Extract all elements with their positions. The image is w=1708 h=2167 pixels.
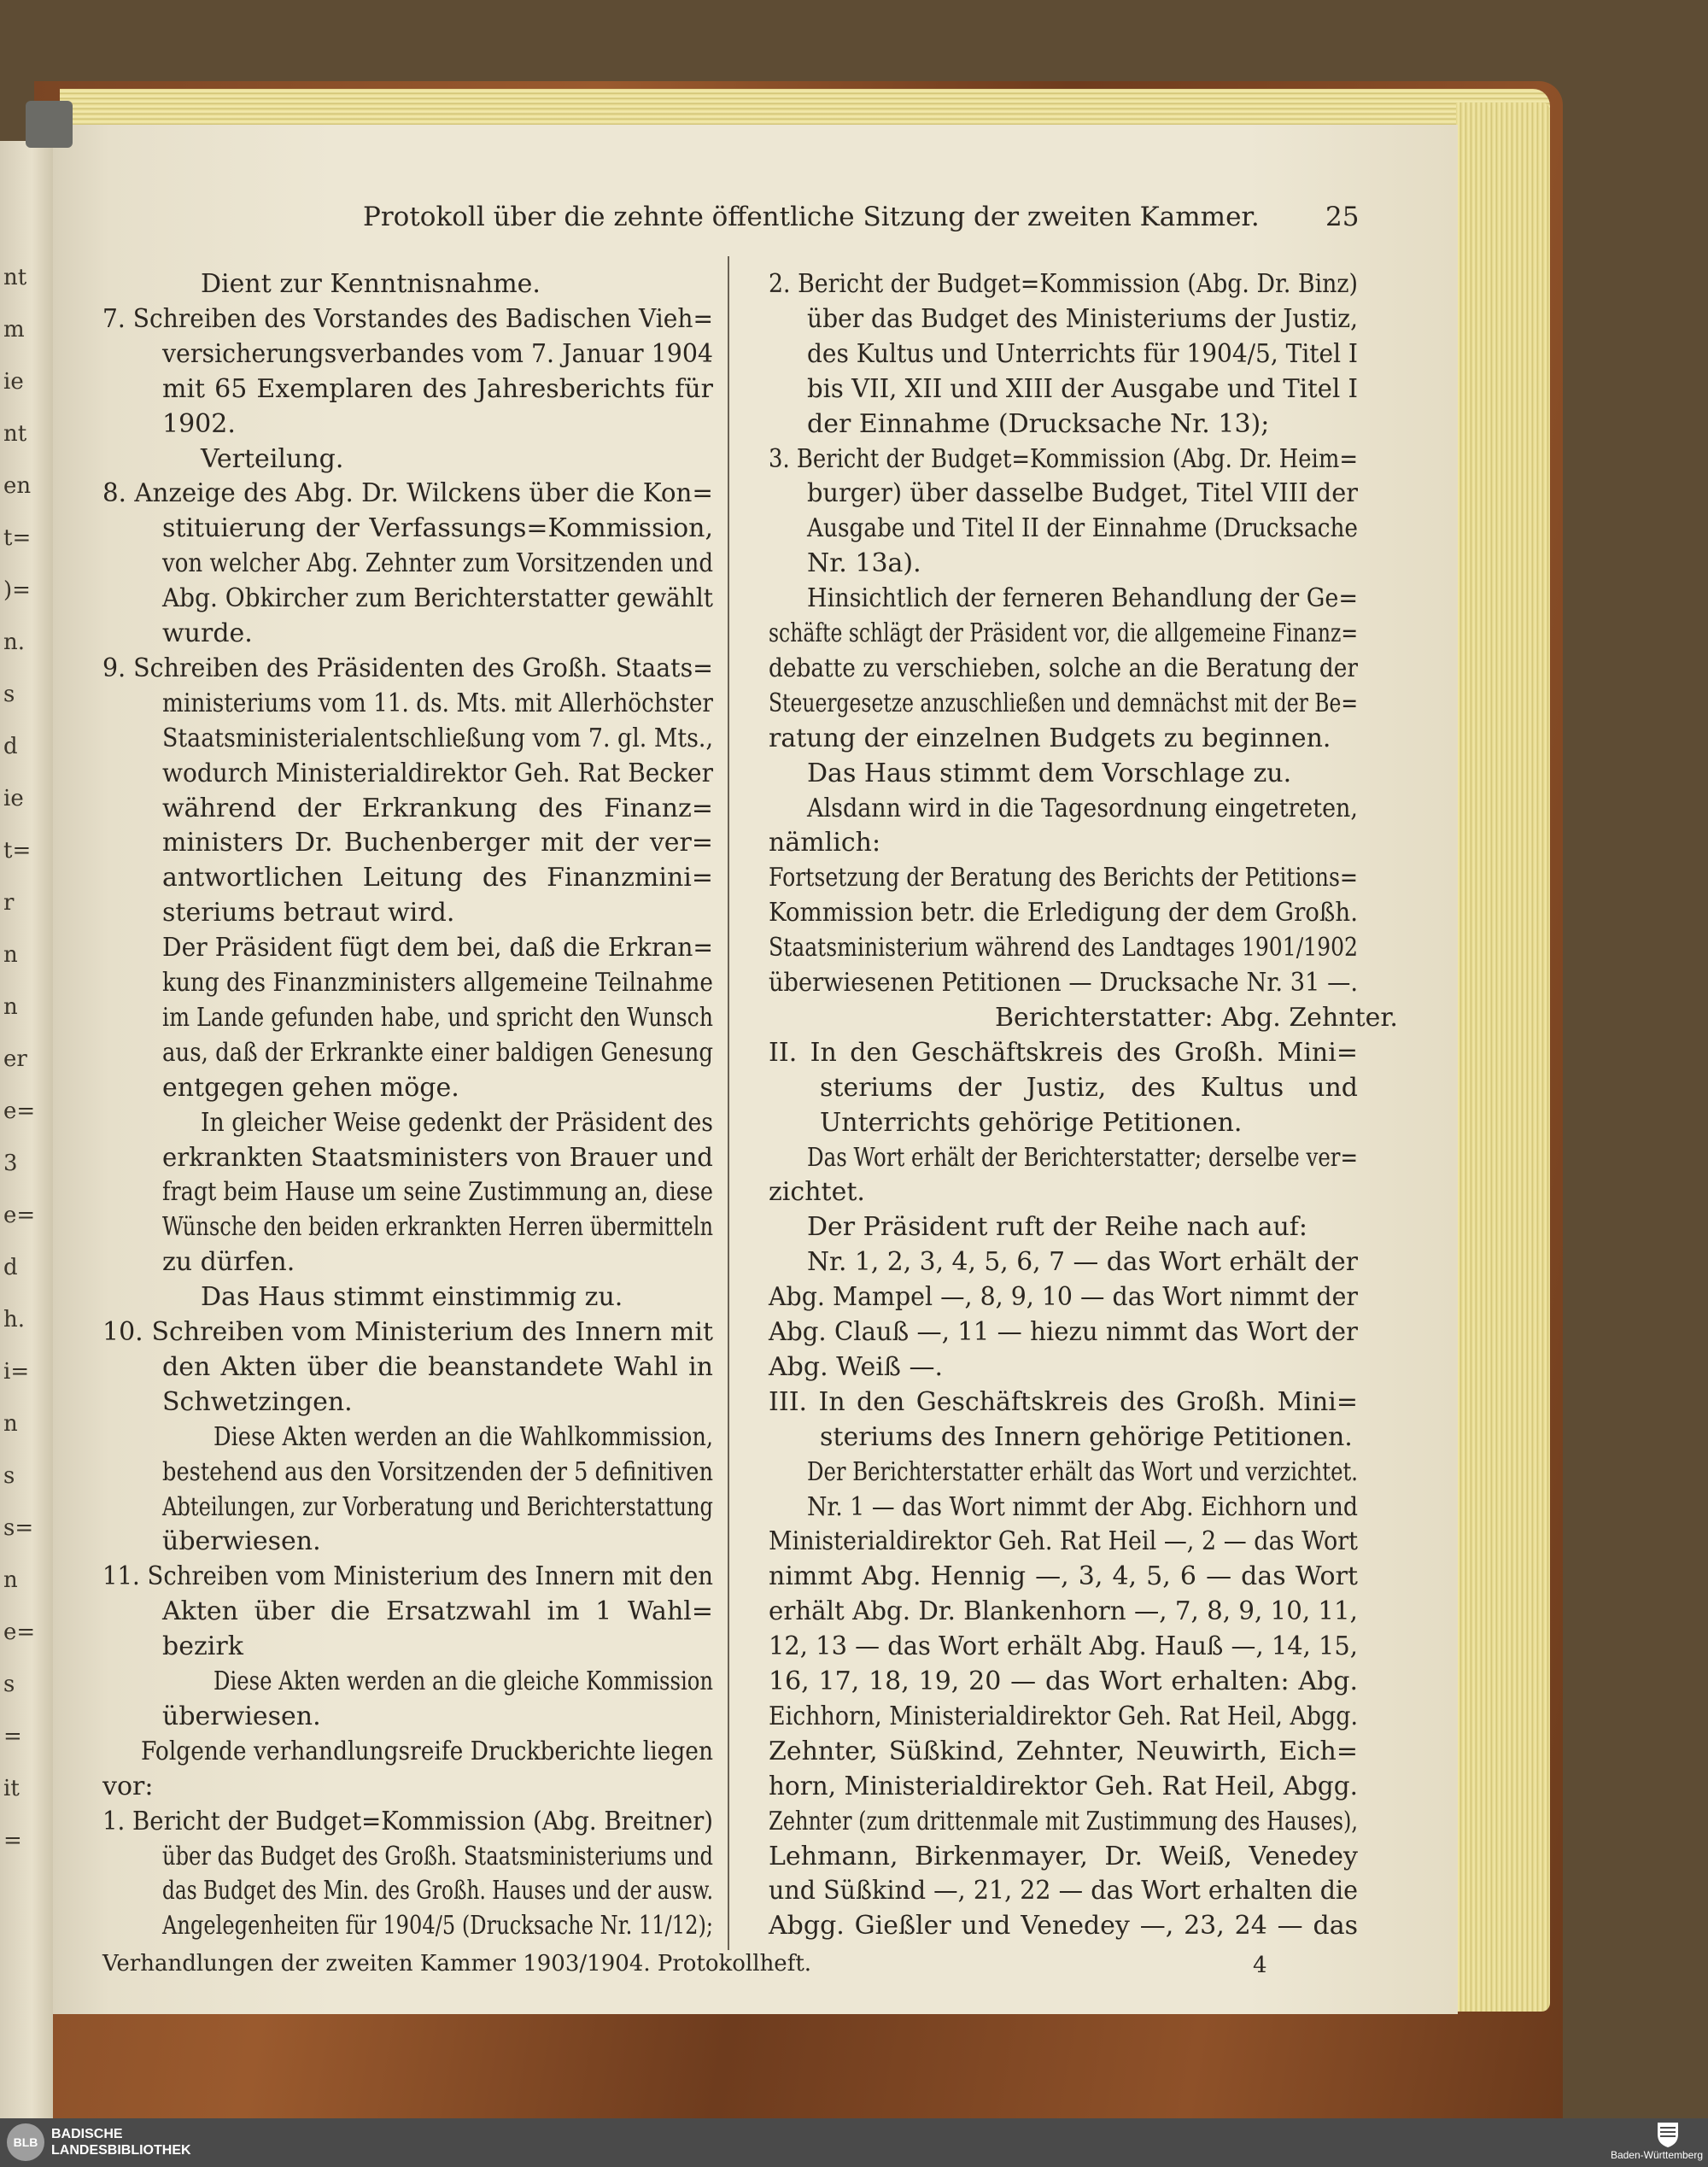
text-line: Abteilungen, zur Vorberatung und Berichterstattung xyxy=(162,1491,713,1522)
library-name-line2: LANDESBIBLIOTHEK xyxy=(51,2143,191,2158)
text-line: über das Budget des Ministeriums der Justiz, xyxy=(807,303,1358,334)
text-line: 1902. xyxy=(162,408,236,439)
running-header: Protokoll über die zehnte öffentliche Sitzung der zweiten Kammer. xyxy=(363,202,1260,232)
text-line: Hinsichtlich der ferneren Behandlung der Ge= xyxy=(807,583,1358,614)
text-line: fragt beim Hause um seine Zustimmung an, diese xyxy=(162,1177,713,1208)
text-line: Ministerialdirektor Geh. Rat Heil —, 2 — das Wort xyxy=(769,1526,1358,1557)
text-line: Verteilung. xyxy=(201,443,344,474)
column-divider xyxy=(728,256,729,1950)
previous-page-fragment: m xyxy=(3,317,25,343)
text-line: Das Haus stimmt dem Vorschlage zu. xyxy=(807,758,1292,788)
text-line: Staatsministerialentschließung vom 7. gl. Mts., xyxy=(162,723,713,753)
text-line: überwiesen. xyxy=(162,1526,321,1557)
previous-page-fragment: s xyxy=(3,1463,15,1489)
text-line: wodurch Ministerialdirektor Geh. Rat Becker xyxy=(162,758,713,788)
text-line: bezirk xyxy=(162,1631,243,1662)
text-line: 16, 17, 18, 19, 20 — das Wort erhalten: Abg. xyxy=(769,1666,1358,1696)
text-line: bestehend aus den Vorsitzenden der 5 definitiven xyxy=(162,1456,713,1487)
text-line: wurde. xyxy=(162,618,253,648)
text-line: Fortsetzung der Beratung des Berichts der Petitions= xyxy=(769,863,1358,893)
library-name-line1: BADISCHE xyxy=(51,2127,123,2141)
previous-page-fragment: e= xyxy=(3,1619,36,1645)
text-line: und Süßkind —, 21, 22 — das Wort erhalten die xyxy=(769,1876,1358,1906)
text-line: Nr. 1, 2, 3, 4, 5, 6, 7 — das Wort erhält der xyxy=(807,1247,1358,1278)
previous-page-fragment: n xyxy=(3,1411,18,1437)
text-line: steriums betraut wird. xyxy=(162,898,455,928)
text-line: ministers Dr. Buchenberger mit der ver= xyxy=(162,828,713,858)
text-line: ratung der einzelnen Budgets zu beginnen. xyxy=(769,723,1331,753)
page-edges-side xyxy=(1456,102,1550,2012)
previous-page-fragment: r xyxy=(3,890,15,916)
text-line: Abg. Weiß —. xyxy=(769,1351,943,1382)
text-line: 7. Schreiben des Vorstandes des Badischen Vieh= xyxy=(102,303,713,334)
previous-page-fragment: d xyxy=(3,1255,18,1280)
page-footer-text: Verhandlungen der zweiten Kammer 1903/1904. Protokollheft. xyxy=(102,1951,812,1977)
text-line: Unterrichts gehörige Petitionen. xyxy=(820,1107,1243,1138)
text-line: kung des Finanzministers allgemeine Teilnahme xyxy=(162,968,713,998)
page-edges-top xyxy=(60,89,1550,126)
previous-page-fragment: nt xyxy=(3,421,27,447)
text-line: erkrankten Staatsministers von Brauer und xyxy=(162,1142,713,1173)
text-line: Steuergesetze anzuschließen und demnächst mit der Be= xyxy=(769,688,1358,718)
text-line: mit 65 Exemplaren des Jahresberichts für xyxy=(162,373,713,404)
text-line: bis VII, XII und XIII der Ausgabe und Titel I xyxy=(807,373,1358,404)
text-line: Eichhorn, Ministerialdirektor Geh. Rat Heil, Abgg. xyxy=(769,1701,1358,1731)
text-line: ministeriums vom 11. ds. Mts. mit Allerhöchster xyxy=(162,688,713,718)
text-line: zichtet. xyxy=(769,1177,865,1208)
previous-page-fragment: s xyxy=(3,682,15,707)
previous-page-fragment: it xyxy=(3,1776,20,1801)
previous-page-fragment: n xyxy=(3,942,18,968)
text-line: Das Haus stimmt einstimmig zu. xyxy=(201,1282,623,1313)
signature-mark: 4 xyxy=(1253,1953,1267,1978)
text-line: Nr. 1 — das Wort nimmt der Abg. Eichhorn und xyxy=(807,1491,1358,1522)
text-line: Das Wort erhält der Berichterstatter; derselbe ver= xyxy=(807,1142,1358,1173)
text-line: das Budget des Min. des Großh. Hauses und der ausw. xyxy=(162,1876,713,1906)
text-line: Zehnter (zum drittenmale mit Zustimmung des Hauses), xyxy=(769,1806,1358,1836)
text-line: III. In den Geschäftskreis des Großh. Mini= xyxy=(769,1386,1358,1417)
previous-page-fragment: 3 xyxy=(3,1151,18,1176)
text-line: 12, 13 — das Wort erhält Abg. Hauß —, 14, 15, xyxy=(769,1631,1358,1662)
previous-page-fragment: er xyxy=(3,1046,27,1072)
text-line: den Akten über die beanstandete Wahl in xyxy=(162,1351,713,1382)
text-line: antwortlichen Leitung des Finanzmini= xyxy=(162,863,713,893)
text-line: In gleicher Weise gedenkt der Präsident des xyxy=(201,1107,713,1138)
previous-page-fragment: = xyxy=(3,1828,22,1854)
text-line: 1. Bericht der Budget=Kommission (Abg. Breitner) xyxy=(102,1806,713,1836)
text-line: Berichterstatter: Abg. Zehnter. xyxy=(995,1002,1398,1033)
text-line: aus, daß der Erkrankte einer baldigen Genesung xyxy=(162,1037,713,1068)
previous-page-fragment: t= xyxy=(3,525,32,551)
text-line: 8. Anzeige des Abg. Dr. Wilckens über die Kon= xyxy=(102,478,713,509)
text-line: Diese Akten werden an die Wahlkommission, xyxy=(214,1421,713,1452)
previous-page-fragment: ie xyxy=(3,786,24,811)
text-line: von welcher Abg. Zehnter zum Vorsitzenden und xyxy=(162,548,713,579)
text-line: stituierung der Verfassungs=Kommission, xyxy=(162,513,713,544)
text-line: Abgg. Gießler und Venedey —, 23, 24 — das xyxy=(769,1911,1358,1942)
text-line: Der Berichterstatter erhält das Wort und verzichtet. xyxy=(807,1456,1358,1487)
previous-page-fragment: n. xyxy=(3,630,26,655)
previous-page-fragment: ie xyxy=(3,369,24,395)
text-line: 3. Bericht der Budget=Kommission (Abg. Dr. Heim= xyxy=(769,443,1358,474)
previous-page-fragment: d xyxy=(3,734,18,759)
text-line: steriums der Justiz, des Kultus und xyxy=(820,1072,1358,1103)
text-line: 9. Schreiben des Präsidenten des Großh. Staats= xyxy=(102,653,713,683)
text-line: Lehmann, Birkenmayer, Dr. Weiß, Venedey xyxy=(769,1841,1358,1871)
text-line: überwiesen. xyxy=(162,1701,321,1731)
previous-page-fragment: e= xyxy=(3,1203,36,1228)
text-line: II. In den Geschäftskreis des Großh. Mini= xyxy=(769,1037,1358,1068)
previous-page-fragment: s= xyxy=(3,1515,34,1541)
previous-page-fragment: h. xyxy=(3,1307,26,1332)
page-number: 25 xyxy=(1325,202,1360,232)
previous-page-fragment: e= xyxy=(3,1098,36,1124)
text-line: im Lande gefunden habe, und spricht den Wunsch xyxy=(162,1002,713,1033)
previous-page-fragment: nt xyxy=(3,265,27,290)
text-line: Der Präsident ruft der Reihe nach auf: xyxy=(807,1212,1307,1243)
text-line: vor: xyxy=(102,1771,154,1801)
previous-page-fragment: n xyxy=(3,1567,18,1593)
text-line: Akten über die Ersatzwahl im 1 Wahl= xyxy=(162,1596,713,1627)
text-line: Schwetzingen. xyxy=(162,1386,353,1417)
library-name[interactable] xyxy=(51,2126,191,2158)
text-line: der Einnahme (Drucksache Nr. 13); xyxy=(807,408,1270,439)
text-line: entgegen gehen möge. xyxy=(162,1072,459,1103)
previous-page-fragment: i= xyxy=(3,1359,30,1385)
text-line: horn, Ministerialdirektor Geh. Rat Heil, Abgg. xyxy=(769,1771,1358,1801)
text-line: schäfte schlägt der Präsident vor, die allgemeine Finanz= xyxy=(769,618,1358,648)
text-line: Abg. Mampel —, 8, 9, 10 — das Wort nimmt der xyxy=(769,1282,1358,1313)
text-line: Nr. 13a). xyxy=(807,548,921,579)
blb-logo[interactable]: BLB xyxy=(7,2123,44,2161)
text-line: Alsdann wird in die Tagesordnung eingetreten, xyxy=(807,793,1358,823)
text-line: nämlich: xyxy=(769,828,881,858)
text-line: während der Erkrankung des Finanz= xyxy=(162,793,713,823)
previous-page-fragment: t= xyxy=(3,838,32,864)
text-line: Zehnter, Süßkind, Zehnter, Neuwirth, Eich= xyxy=(769,1736,1358,1766)
text-line: über das Budget des Großh. Staatsministeriums und xyxy=(162,1841,713,1871)
text-line: zu dürfen. xyxy=(162,1247,295,1278)
viewer-footer-bar xyxy=(0,2118,1708,2167)
text-line: Abg. Clauß —, 11 — hiezu nimmt das Wort der xyxy=(769,1317,1358,1347)
text-line: überwiesenen Petitionen — Drucksache Nr. 31 —. xyxy=(769,968,1358,998)
text-line: Kommission betr. die Erledigung der dem Großh. xyxy=(769,898,1358,928)
text-line: versicherungsverbandes vom 7. Januar 1904 xyxy=(162,338,713,369)
baden-wuerttemberg-emblem-icon xyxy=(1655,2121,1681,2148)
previous-page-fragment: = xyxy=(3,1724,22,1749)
text-line: Abg. Obkircher zum Berichterstatter gewählt xyxy=(162,583,713,614)
text-line: Dient zur Kenntnisnahme. xyxy=(201,269,541,299)
state-name: Baden-Württemberg xyxy=(1610,2149,1703,2161)
text-line: debatte zu verschieben, solche an die Beratung der xyxy=(769,653,1358,683)
text-line: Staatsministerium während des Landtages 1901/1902 xyxy=(769,933,1358,963)
text-line: 10. Schreiben vom Ministerium des Innern mit xyxy=(102,1317,713,1347)
text-line: Folgende verhandlungsreife Druckberichte liegen xyxy=(141,1736,713,1766)
previous-page-fragment: en xyxy=(3,473,32,499)
text-line: 11. Schreiben vom Ministerium des Innern mit den xyxy=(102,1561,713,1592)
previous-page-fragment: )= xyxy=(3,577,31,603)
text-line: nimmt Abg. Hennig —, 3, 4, 5, 6 — das Wort xyxy=(769,1561,1358,1592)
text-line: Wünsche den beiden erkrankten Herren übermitteln xyxy=(162,1212,713,1243)
text-line: Angelegenheiten für 1904/5 (Drucksache Nr. 11/12); xyxy=(162,1911,713,1942)
text-line: erhält Abg. Dr. Blankenhorn —, 7, 8, 9, 10, 11, xyxy=(769,1596,1358,1627)
text-line: burger) über dasselbe Budget, Titel VIII der xyxy=(807,478,1358,509)
text-line: Ausgabe und Titel II der Einnahme (Drucksache xyxy=(807,513,1358,544)
text-line: Diese Akten werden an die gleiche Kommission xyxy=(214,1666,713,1696)
binding-clip xyxy=(26,101,73,148)
text-line: 2. Bericht der Budget=Kommission (Abg. Dr. Binz) xyxy=(769,269,1358,299)
text-line: Der Präsident fügt dem bei, daß die Erkran= xyxy=(162,933,713,963)
text-line: steriums des Innern gehörige Petitionen. xyxy=(820,1421,1353,1452)
previous-page-fragment: s xyxy=(3,1672,15,1697)
text-line: des Kultus und Unterrichts für 1904/5, Titel I xyxy=(807,338,1358,369)
previous-page-fragment: n xyxy=(3,994,18,1020)
